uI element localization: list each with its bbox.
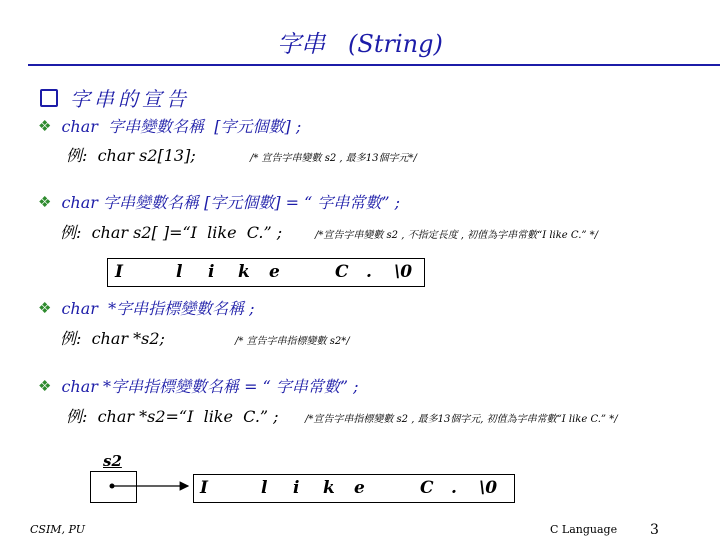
syntax-text-4: char *字串指標變數名稱 = “ 字串常數” ; (61, 377, 359, 396)
example-2: 例: char s2[ ]=“I like C.” ; (60, 223, 283, 242)
comment-1: /* 宣告字串變數 s2 , 最多13個字元*/ (250, 153, 417, 164)
comment-2: /*宣告字串變數 s2 , 不指定長度 , 初值為字串常數“I like C.” */ (315, 230, 599, 241)
pointer-array-char: \0 (479, 478, 498, 498)
example-3: 例: char *s2; (60, 329, 165, 348)
array-char: C (335, 262, 349, 282)
diamond-bullet-icon: ❖ (38, 116, 52, 135)
page-number: 3 (650, 522, 659, 538)
section-heading-text: 字串的宣告 (70, 87, 190, 111)
array-char: l (176, 262, 183, 282)
diamond-bullet-icon: ❖ (38, 376, 52, 395)
comment-4: /*宣告字串指標變數 s2 , 最多13個字元, 初值為字串常數“I like C.” */ (305, 414, 618, 425)
pointer-array-char: I (200, 478, 208, 498)
example-1: 例: char s2[13]; (66, 146, 196, 165)
example-4: 例: char *s2=“I like C.” ; (66, 407, 279, 426)
page-title: 字串 (String) (277, 30, 443, 58)
pointer-label: s2 (103, 452, 122, 470)
array-char: I (115, 262, 123, 282)
syntax-text-2: char 字串變數名稱 [字元個數] = “ 字串常數” ; (61, 193, 401, 212)
pointer-array-char: l (261, 478, 268, 498)
syntax-text-1: char 字串變數名稱 [字元個數] ; (61, 117, 302, 136)
array-char: k (238, 262, 250, 282)
syntax-text-3: char *字串指標變數名稱 ; (61, 299, 255, 318)
array-char: e (269, 262, 280, 282)
pointer-array-char: e (354, 478, 365, 498)
comment-3: /* 宣告字串指標變數 s2*/ (235, 336, 350, 347)
pointer-array-char: C (420, 478, 434, 498)
diamond-bullet-icon: ❖ (38, 298, 52, 317)
array-char: \0 (394, 262, 413, 282)
pointer-array-char: k (323, 478, 335, 498)
footer-course: C Language (550, 523, 618, 536)
array-char: i (208, 262, 215, 282)
footer-left: CSIM, PU (30, 523, 86, 536)
diamond-bullet-icon: ❖ (38, 192, 52, 211)
pointer-array-char: i (293, 478, 300, 498)
pointer-array-char: . (451, 478, 457, 498)
array-char: . (366, 262, 372, 282)
